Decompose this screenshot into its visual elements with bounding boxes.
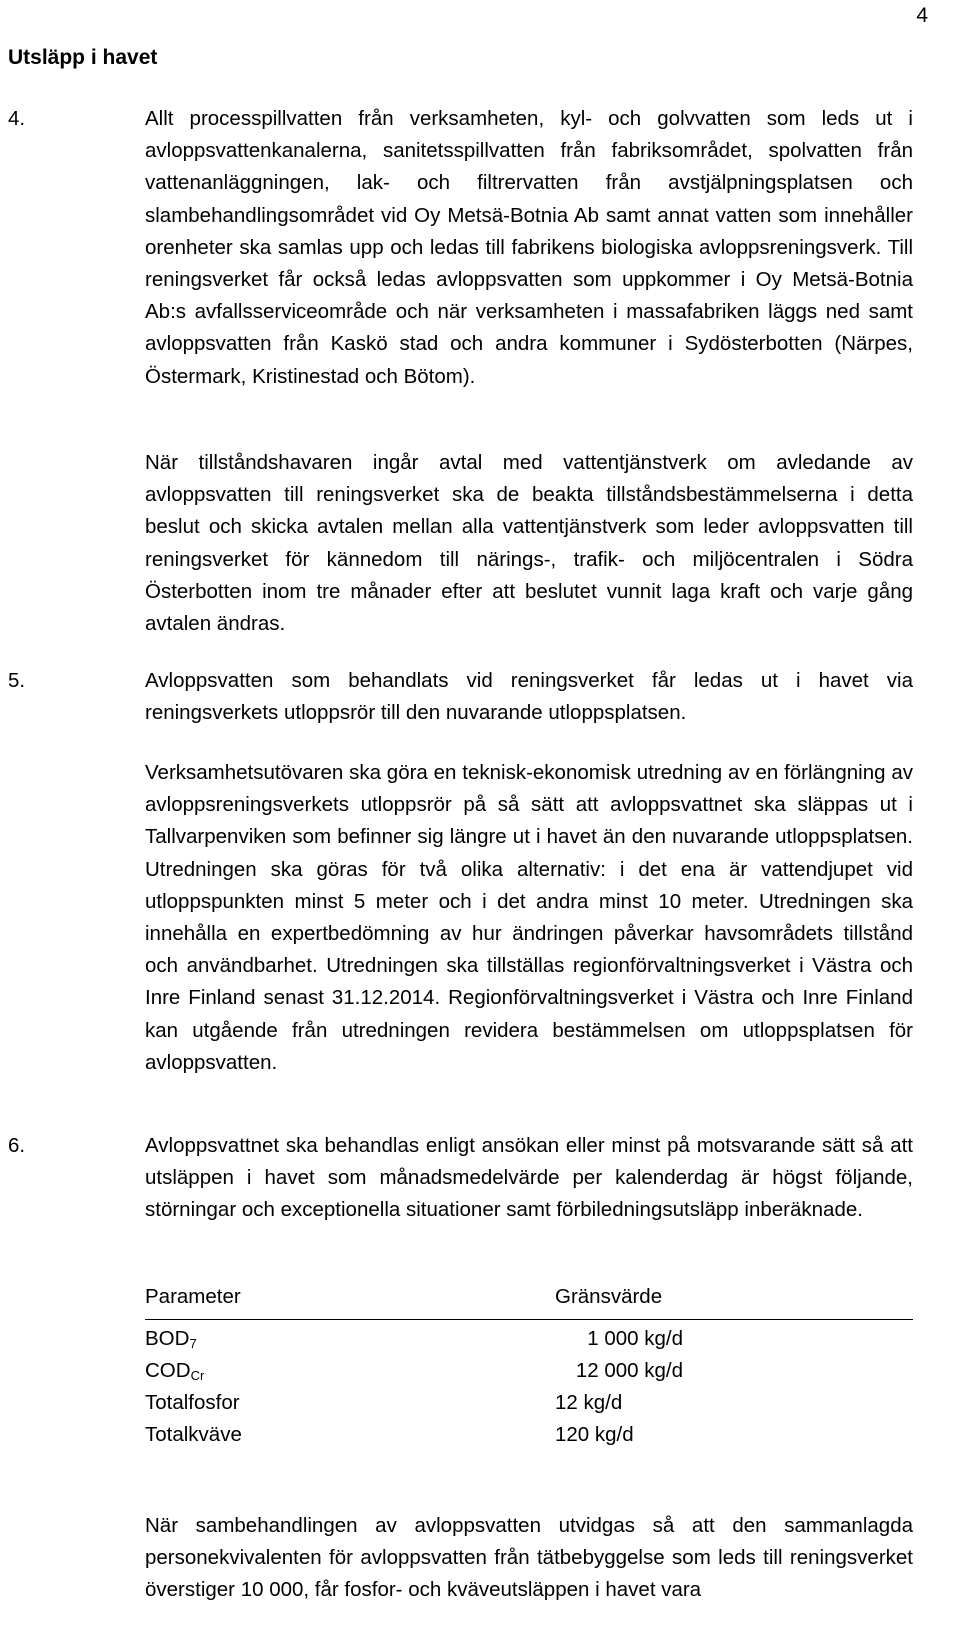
row-parameter: $BOD_7$	[145, 1327, 197, 1351]
row-value: 12 000 kg/d	[575, 1359, 683, 1382]
paragraph: Avloppsvatten som behandlats vid reningsverket får ledas ut i havet via reningsverkets utloppsrör till den nuvarande utloppsplatsen.	[145, 669, 913, 725]
table-row	[145, 1327, 913, 1359]
row-value: 12 kg/d	[555, 1391, 623, 1414]
row-parameter: Totalfosfor	[145, 1391, 240, 1414]
section-title: Utsläpp i havet	[8, 46, 158, 69]
paragraph: När sambehandlingen av avloppsvatten utvidgas så att den sammanlagda personekvivalenten för avloppsvatten från tätbebyggelse som leds till reningsverket överstiger 10 000, får fosfor- och kväveutsläppen i havet vara	[145, 1514, 913, 1602]
row-value: 120 kg/d	[555, 1423, 634, 1446]
paragraph: Avloppsvattnet ska behandlas enligt ansökan eller minst på motsvarande sätt så att utsläppen i havet som månadsmedelvärde per kalenderdag är högst följande, störningar och exceptionella situationer samt förbiledningsutsläpp inberäknade.	[145, 1134, 913, 1222]
table-row	[145, 1391, 913, 1423]
table-header	[145, 1285, 913, 1319]
table-rule	[145, 1319, 913, 1320]
item-number: 5.	[8, 669, 26, 692]
page-number: 4	[916, 4, 928, 27]
row-parameter: $COD_{Cr}$	[145, 1359, 205, 1383]
paragraph: Verksamhetsutövaren ska göra en teknisk-ekonomisk utredning av en förlängning av avloppsreningsverkets utloppsrör på så sätt att avloppsvattnet ska släppas ut i Tallvarpenviken som befinner sig längre ut i havet än den nuvarande utloppsplatsen. Utredningen ska göras för två olika alternativ: i det ena är vattendjupet vid utloppspunkten minst 5 meter och i det andra minst 10 meter. Utredningen ska innehålla en expertbedömning av hur ändringen påverkar havsområdets tillstånd och användbarhet. Utredningen ska tillställas regionförvaltningsverket i Västra och Inre Finland senast 31.12.2014. Regionförvaltningsverket i Västra och Inre Finland kan utgående från utredningen revidera bestämmelsen om utloppsplatsen för avloppsvatten.	[145, 761, 913, 1074]
row-parameter: Totalkväve	[145, 1423, 242, 1446]
row-value: 1 000 kg/d	[587, 1327, 683, 1350]
table-row	[145, 1359, 913, 1391]
item-number: 6.	[8, 1134, 26, 1157]
item-number: 4.	[8, 107, 26, 130]
table-row	[145, 1423, 913, 1455]
header-parameter: Parameter	[145, 1285, 241, 1308]
paragraph: Allt processpillvatten från verksamheten, kyl- och golvvatten som leds ut i avloppsvattenkanalerna, sanitetsspillvatten från fabriksområdet, spolvatten från vattenanläggningen, lak- och filtrervatten från avstjälpningsplatsen och slambehandlingsområdet vid Oy Metsä-Botnia Ab samt annat vatten som innehåller orenheter ska samlas upp och ledas till fabrikens biologiska avloppsreningsverk. Till reningsverket får också ledas avloppsvatten som uppkommer i Oy Metsä-Botnia Ab:s avfallsserviceområde och när verksamheten i massafabriken läggs ned samt avloppsvatten från Kaskö stad och andra kommuner i Sydösterbotten (Närpes, Östermark, Kristinestad och Bötom).	[145, 107, 913, 388]
header-value: Gränsvärde	[555, 1285, 663, 1308]
paragraph: När tillståndshavaren ingår avtal med vattentjänstverk om avledande av avloppsvatten till reningsverket ska de beakta tillståndsbestämmelserna i detta beslut och skicka avtalen mellan alla vattentjänstverk som leder avloppsvatten till reningsverket för kännedom till närings-, trafik- och miljöcentralen i Södra Österbotten inom tre månader efter att beslutet vunnit laga kraft och varje gång avtalen ändras.	[145, 451, 913, 636]
